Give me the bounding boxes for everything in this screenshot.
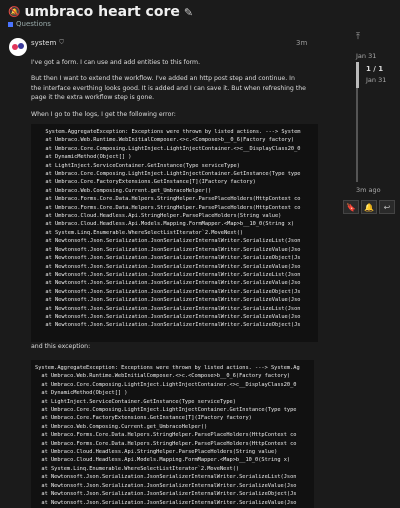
topic-title[interactable]: umbraco heart core [24,4,180,20]
bookmark-icon[interactable]: 🔖 [343,200,359,214]
timeline-count: 1 / 1 [366,65,384,73]
pencil-icon[interactable]: ✎ [183,5,194,19]
bell-icon[interactable]: 🔕 [8,6,21,18]
post-body [31,58,306,126]
category-color-icon [8,22,13,27]
post-paragraph: I've got a form. I can use and add entities to this form. [31,59,201,66]
timeline-current-date: Jan 31 [366,76,387,84]
topic-title-row [8,4,320,20]
code-block: System.AggregateException: Exceptions were thrown by listed actions. ---> System at Umbraco.Web.Runtime.WebInitialComposer.<>c.<Compose>b__0_6(Factory factory) at Umbraco.Core.Composing.LightInject.LightInjectContainer.<>c__DisplayClass20_0 at DynamicMethod(Object[] ) at LightInject.ServiceContainer.GetInstance(Type serviceType) at Umbraco.Core.Composing.LightInject.LightInjectContainer.GetInstance(Type type at Umbraco.Core.FactoryExtensions.GetInstance[T](IFactory factory) at Umbraco.Web.Composing.Current.get_UmbracoHelper() at Umbraco.Forms.Core.Data.Helpers.StringHelper.ParsePlaceHolders(HttpContext co at Umbraco.Forms.Core.Data.Helpers.StringHelper.ParsePlaceHolders(HttpContext co at Umbraco.Cloud.Headless.Api.StringHelper.ParsePlaceHolders(String value) at Umbraco.Cloud.Headless.Api.Models.Mapping.FormMapper.<Map>b__10_0(String x) at System.Linq.Enumerable.WhereSelectListIterator`2.MoveNext() at Newtonsoft.Json.Serialization.JsonSerializerInternalWriter.SerializeList(Json at Newtonsoft.Json.Serialization.JsonSerializerInternalWriter.SerializeValue(Jso at Newtonsoft.Json.Serialization.JsonSerializerInternalWriter.SerializeObject(Js at Newtonsoft.Json.Serialization.JsonSerializerInternalWriter.SerializeValue(Jso at Newtonsoft.Json.Serialization.JsonSerializerInternalWriter.SerializeList(Json at Newtonsoft.Json.Serialization.JsonSerializerInternalWriter.SerializeValue(Jso at Newtonsoft.Json.Serialization.JsonSerializerInternalWriter.SerializeObject(Js at Newtonsoft.Json.Serialization.JsonSerializerInternalWriter.SerializeValue(Jso at Newtonsoft.Json.Serialization.JsonSerializerInternalWriter.SerializeList(Json at Newtonsoft.Json.Serialization.JsonSerializerInternalWriter.SerializeValue(Jso at Newtonsoft.Json.Serialization.JsonSerializerInternalWriter.SerializeObject(Js [31,124,318,342]
pin-icon[interactable]: ⤒ [356,32,360,42]
timeline-handle[interactable] [356,62,359,88]
post-paragraph: But then I want to extend the workflow. I've added an http post step and continue. In the interface everthing looks good. It is added and I can save it. But when refreshing the page it the extra workflow step is gone. [31,75,306,102]
post-paragraph: When I go to the logs, I get the following error: [31,110,176,118]
category-badge[interactable] [8,20,51,28]
username-link[interactable]: system [31,39,57,47]
timeline-end-date[interactable]: 3m ago [356,186,381,194]
avatar[interactable] [9,38,27,56]
reply-icon[interactable]: ↩ [379,200,395,214]
timeline-start-date[interactable]: Jan 31 [356,52,377,60]
post-paragraph: and this exception: [31,343,91,350]
code-block: System.AggregateException: Exceptions were thrown by listed actions. ---> System.Ag at Umbraco.Web.Runtime.WebInitialComposer.<>c.<Compose>b__0_6(Factory factory) at Umbraco.Core.Composing.LightInject.LightInjectContainer.<>c__DisplayClass20_0 at DynamicMethod(Object[] ) at LightInject.ServiceContainer.GetInstance(Type serviceType) at Umbraco.Core.Composing.LightInject.LightInjectContainer.GetInstance(Type type at Umbraco.Core.FactoryExtensions.GetInstance[T](IFactory factory) at Umbraco.Web.Composing.Current.get_UmbracoHelper() at Umbraco.Forms.Core.Data.Helpers.StringHelper.ParsePlaceHolders(HttpContext co at Umbraco.Forms.Core.Data.Helpers.StringHelper.ParsePlaceHolders(HttpContext co at Umbraco.Cloud.Headless.Api.StringHelper.ParsePlaceHolders(String value) at Umbraco.Cloud.Headless.Api.Models.Mapping.FormMapper.<Map>b__10_0(String x) at System.Linq.Enumerable.WhereSelectListIterator`2.MoveNext() at Newtonsoft.Json.Serialization.JsonSerializerInternalWriter.SerializeList(Json at Newtonsoft.Json.Serialization.JsonSerializerInternalWriter.SerializeValue(Jso at Newtonsoft.Json.Serialization.JsonSerializerInternalWriter.SerializeObject(Js at Newtonsoft.Json.Serialization.JsonSerializerInternalWriter.SerializeValue(Jso [31,360,314,508]
flag-icon[interactable]: 🔔 [361,200,377,214]
category-label: Questions [16,20,51,28]
avatar-dot-icon [18,43,24,49]
post-date[interactable]: 3m [296,39,308,47]
shield-icon: ⛉ [59,39,64,46]
post-author [31,39,64,47]
